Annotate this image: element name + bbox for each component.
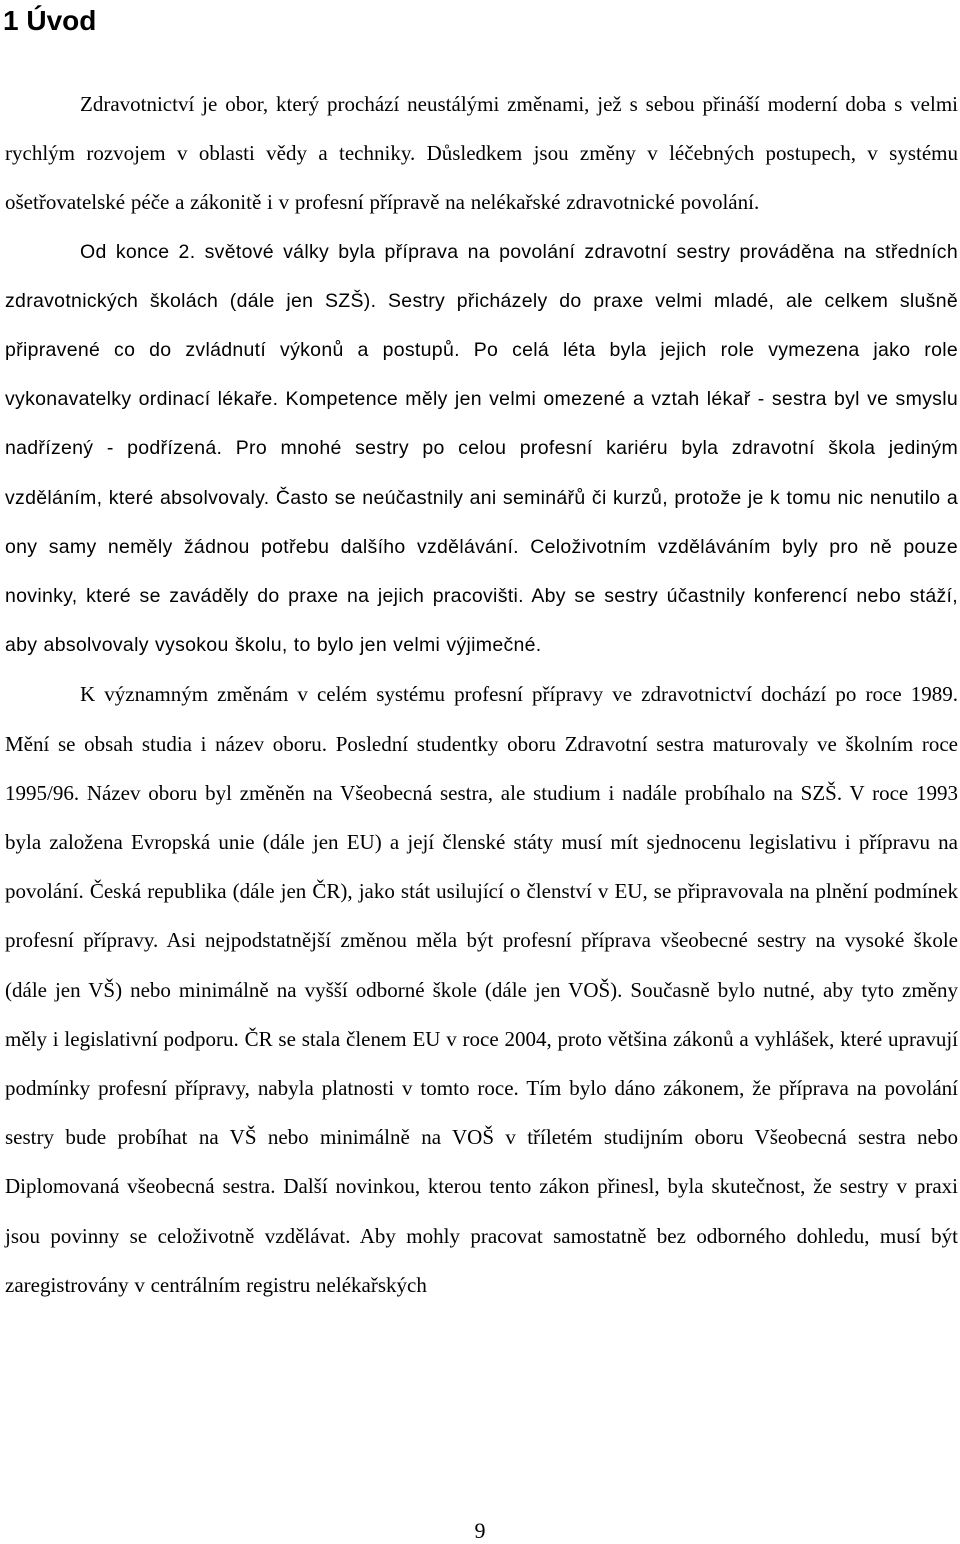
paragraph-history: Od konce 2. světové války byla příprava na povolání zdravotní sestry prováděna na středních zdravotnických školách (dále jen SZŠ). Sestry přicházely do praxe velmi mladé, ale celkem slušně připravené co do zvládnutí výkonů a postupů. Po celá léta byla jejich role vymezena jako role vykonavatelky ordinací lékaře. Kompetence měly jen velmi omezené a vztah lékař - sestra byl ve smyslu nadřízený - podřízená. Pro mnohé sestry po celou profesní kariéru byla zdravotní škola jediným vzděláním, které absolvovaly. Často se neúčastnily ani seminářů či kurzů, protože je k tomu nic nenutilo a ony samy neměly žádnou potřebu dalšího vzdělávání. Celoživotním vzděláváním byly pro ně pouze novinky, které se zaváděly do praxe na jejich pracovišti. Aby se sestry účastnily konferencí nebo stáží, aby absolvovaly vysokou školu, to bylo jen velmi výjimečné. <box>5 240 958 657</box>
paragraph-changes: K významným změnám v celém systému profesní přípravy ve zdravotnictví dochází po roce 1989. Mění se obsah studia i název oboru. Poslední studentky oboru Zdravotní sestra maturovaly ve školním roce 1995/96. Název oboru byl změněn na Všeobecná sestra, ale studium i nadále probíhalo na SZŠ. V roce 1993 byla založena Evropská unie (dále jen EU) a její členské státy musí mít sjednocenu legislativu i přípravu na povolání. Česká republika (dále jen ČR), jako stát usilující o členství v EU, se připravovala na plnění podmínek profesní přípravy. Asi nejpodstatnější změnou měla být profesní příprava všeobecné sestry na vysoké škole (dále jen VŠ) nebo minimálně na vyšší odborné škole (dále jen VOŠ). Současně bylo nutné, aby tyto změny měly i legislativní podporu. ČR se stala členem EU v roce 2004, proto většina zákonů a vyhlášek, které upravují podmínky profesní přípravy, nabyla platnosti v tomto roce. Tím bylo dáno zákonem, že příprava na povolání sestry bude probíhat na VŠ nebo minimálně na VOŠ v tříletém studijním oboru Všeobecná sestra nebo Diplomovaná všeobecná sestra. Další novinkou, kterou tento zákon přinesl, byla skutečnost, že sestry v praxi jsou povinny se celoživotně vzdělávat. Aby mohly pracovat samostatně bez odborného dohledu, musí být zaregistrovány v centrálním registru nelékařských <box>5 682 958 1297</box>
chapter-heading: 1 Úvod <box>3 5 97 36</box>
paragraph-intro: Zdravotnictví je obor, který prochází neustálými změnami, jež s sebou přináší moderní doba s velmi rychlým rozvojem v oblasti vědy a techniky. Důsledkem jsou změny v léčebných postupech, v systému ošetřovatelské péče a zákonitě i v profesní přípravě na nelékařské zdravotnické povolání. <box>5 92 958 215</box>
page-number: 9 <box>474 1518 486 1543</box>
body-text <box>5 80 958 1310</box>
